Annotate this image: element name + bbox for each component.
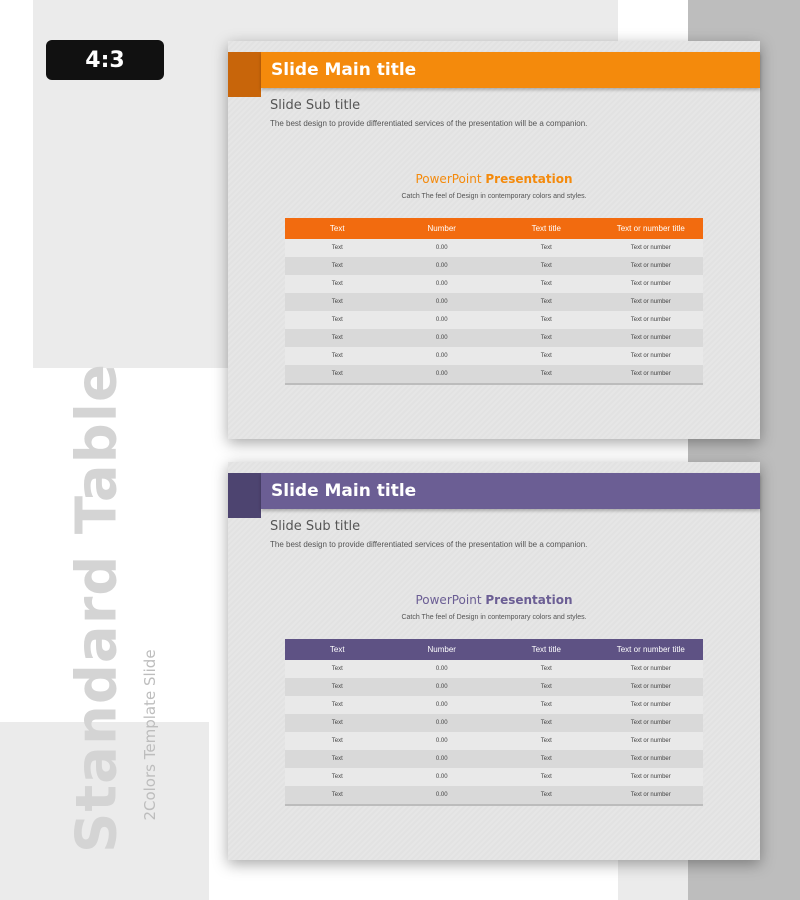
table-row <box>285 786 703 804</box>
table-header-cell: Text <box>329 645 345 654</box>
table-cell: Text <box>331 353 343 359</box>
table-cell: Text or number <box>630 792 671 798</box>
table-cell: 0.00 <box>435 281 448 287</box>
table-cell: Text or number <box>630 245 671 251</box>
table-cell: Text <box>331 720 343 726</box>
table-row <box>285 678 703 696</box>
table-row <box>285 365 703 383</box>
table-cell: Text <box>331 299 343 305</box>
table-cell: Text <box>331 245 343 251</box>
table-header-cell: Text <box>329 224 345 233</box>
table-cell: Text or number <box>630 756 671 762</box>
slide-description: The best design to provide differentiated services of the presentation will be a companion. <box>270 119 588 128</box>
side-subtitle: 2Colors Template Slide <box>141 649 159 821</box>
table-row <box>285 714 703 732</box>
table-cell: Text <box>331 371 343 377</box>
data-table <box>285 639 703 806</box>
table-cell: 0.00 <box>435 774 448 780</box>
table-cell: 0.00 <box>435 792 448 798</box>
table-row <box>285 275 703 293</box>
table-header <box>285 639 703 660</box>
table-header-cell: Text title <box>531 224 561 233</box>
table-cell: Text <box>540 353 552 359</box>
table-row <box>285 660 703 678</box>
table-cell: Text or number <box>630 317 671 323</box>
presentation-heading-light: PowerPoint <box>415 593 486 607</box>
table-cell: 0.00 <box>435 738 448 744</box>
table-cell: Text or number <box>630 666 671 672</box>
table-cell: 0.00 <box>435 371 448 377</box>
table-header-cell: Text title <box>531 645 561 654</box>
table-header-cell: Number <box>427 645 456 654</box>
data-table <box>285 218 703 385</box>
presentation-subheading: Catch The feel of Design in contemporary colors and styles. <box>401 614 587 621</box>
presentation-heading-light: PowerPoint <box>415 172 486 186</box>
table-cell: Text or number <box>630 335 671 341</box>
table-cell: Text or number <box>630 774 671 780</box>
table-cell: Text <box>540 371 552 377</box>
slide-purple[interactable] <box>228 462 760 860</box>
aspect-ratio-badge: 4:3 <box>46 40 164 80</box>
table-cell: Text or number <box>630 299 671 305</box>
table-cell: Text or number <box>630 720 671 726</box>
table-cell: Text <box>331 335 343 341</box>
table-cell: Text <box>540 756 552 762</box>
table-cell: Text <box>540 774 552 780</box>
slide-main-title: Slide Main title <box>261 473 760 509</box>
table-cell: Text or number <box>630 353 671 359</box>
table-cell: Text <box>331 666 343 672</box>
table-header-cell: Number <box>427 224 456 233</box>
slide-main-title: Slide Main title <box>261 52 760 88</box>
presentation-subheading: Catch The feel of Design in contemporary colors and styles. <box>401 193 587 200</box>
table-row <box>285 257 703 275</box>
table-cell: Text <box>540 299 552 305</box>
table-cell: 0.00 <box>435 702 448 708</box>
slide-orange[interactable] <box>228 41 760 439</box>
table-cell: Text or number <box>630 702 671 708</box>
presentation-heading-bold: Presentation <box>485 172 573 186</box>
table-cell: Text or number <box>630 684 671 690</box>
table-cell: 0.00 <box>435 720 448 726</box>
table-cell: Text or number <box>630 281 671 287</box>
slide-sub-title: Slide Sub title <box>270 519 361 534</box>
table-cell: Text <box>540 281 552 287</box>
table-header <box>285 218 703 239</box>
table-row <box>285 329 703 347</box>
table-cell: Text <box>540 792 552 798</box>
table-cell: Text <box>540 317 552 323</box>
table-row <box>285 311 703 329</box>
table-row <box>285 750 703 768</box>
table-cell: 0.00 <box>435 666 448 672</box>
side-title: Standard Table <box>64 363 130 853</box>
table-cell: Text <box>540 335 552 341</box>
table-cell: 0.00 <box>435 263 448 269</box>
title-bar-fold <box>228 473 261 518</box>
table-cell: Text <box>331 263 343 269</box>
slide-description: The best design to provide differentiated services of the presentation will be a companion. <box>270 540 588 549</box>
table-cell: Text <box>540 245 552 251</box>
table-header-cell: Text or number title <box>616 224 685 233</box>
table-cell: Text <box>540 702 552 708</box>
table-cell: 0.00 <box>435 353 448 359</box>
table-cell: Text or number <box>630 371 671 377</box>
table-cell: Text <box>331 684 343 690</box>
table-row <box>285 732 703 750</box>
table-cell: 0.00 <box>435 335 448 341</box>
table-row <box>285 239 703 257</box>
table-cell: Text <box>331 317 343 323</box>
table-row <box>285 347 703 365</box>
slide-sub-title: Slide Sub title <box>270 98 361 113</box>
table-cell: 0.00 <box>435 317 448 323</box>
table-cell: 0.00 <box>435 684 448 690</box>
table-cell: Text <box>331 702 343 708</box>
table-body <box>285 660 703 804</box>
presentation-heading-bold: Presentation <box>485 593 573 607</box>
table-cell: Text <box>331 281 343 287</box>
table-cell: Text <box>540 684 552 690</box>
table-cell: Text <box>331 756 343 762</box>
table-cell: 0.00 <box>435 245 448 251</box>
table-bottom-rule <box>285 383 703 385</box>
presentation-heading <box>228 593 760 607</box>
table-cell: 0.00 <box>435 756 448 762</box>
table-cell: Text <box>331 738 343 744</box>
table-bottom-rule <box>285 804 703 806</box>
table-cell: Text or number <box>630 263 671 269</box>
presentation-heading <box>228 172 760 186</box>
table-cell: 0.00 <box>435 299 448 305</box>
table-row <box>285 768 703 786</box>
table-row <box>285 293 703 311</box>
table-cell: Text <box>540 738 552 744</box>
title-bar-fold <box>228 52 261 97</box>
table-row <box>285 696 703 714</box>
table-cell: Text <box>540 666 552 672</box>
table-cell: Text <box>331 792 343 798</box>
table-cell: Text <box>540 263 552 269</box>
table-header-cell: Text or number title <box>616 645 685 654</box>
table-cell: Text or number <box>630 738 671 744</box>
table-cell: Text <box>540 720 552 726</box>
table-cell: Text <box>331 774 343 780</box>
table-body <box>285 239 703 383</box>
